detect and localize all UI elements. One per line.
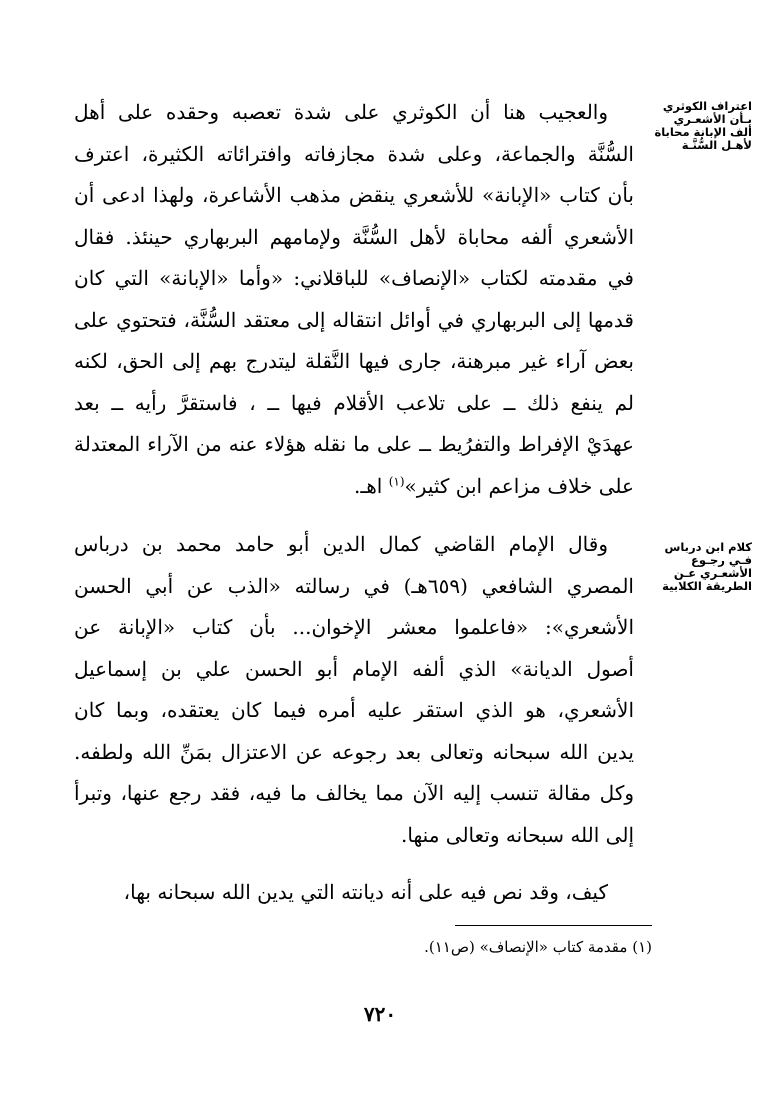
text-line: في مقدمته لكتاب «الإنصاف» للباقلاني: «وأما «الإبانة» التي كان <box>74 266 634 290</box>
text-line: على خلاف مزاعم ابن كثير» <box>404 473 634 498</box>
margin-note-line: الطريقة الكلابية <box>662 579 752 593</box>
paragraph-kawthari <box>74 92 634 507</box>
text-line: كيف، وقد نص فيه على أنه ديانته التي يدين الله سبحانه بها، <box>123 880 608 904</box>
paragraph-kayf <box>74 872 634 914</box>
text-line: بعض آراء غير مبرهنة، جارى فيها النَّقلة ليتدرج بهم إلى الحق، لكنه <box>74 349 634 373</box>
margin-note-line: كلام ابن درباس <box>664 540 752 554</box>
text-line: اهـ. <box>354 473 383 498</box>
text-line: إلى الله سبحانه وتعالى منها. <box>401 822 634 847</box>
footnote-marker: (١) <box>632 938 652 956</box>
paragraph-ibn-darbas <box>74 524 634 856</box>
margin-note-ibn-darbas <box>642 541 752 593</box>
margin-note-line: بـأن الأشعـري <box>673 112 752 126</box>
footnote <box>300 937 652 957</box>
margin-note-line: الأشعـري عـن <box>673 566 752 580</box>
text-line: الأشعري»: «فاعلموا معشر الإخوان... بأن كتاب «الإبانة عن <box>74 615 634 639</box>
text-line: عهدَيْ الإفراط والتفرُيط ــ على ما نقله هؤلاء عنه من الآراء المعتدلة <box>74 432 634 456</box>
margin-note-line: ألف الإبانة محاباة <box>654 125 752 139</box>
margin-note-line: فـي رجـوع <box>690 553 752 567</box>
footnote-reference[interactable]: (١) <box>388 473 405 488</box>
text-line: لم ينفع ذلك ــ على تلاعب الأقلام فيها ــ ، فاستقرَّ رأيه ــ بعد <box>74 390 634 415</box>
footnote-divider <box>455 925 652 926</box>
text-line: يدين الله سبحانه وتعالى بعد رجوعه عن الاعتزال بمَنِّ الله ولطفه. <box>74 739 634 764</box>
text-line: بأن كتاب «الإبانة» للأشعري ينقض مذهب الأشاعرة، ولهذا ادعى أن <box>74 183 634 207</box>
text-line: الأشعري، هو الذي استقر عليه أمره فيما كان يعتقده، وبما كان <box>74 698 634 722</box>
text-line: أصول الديانة» الذي ألفه الإمام أبو الحسن علي بن إسماعيل <box>74 656 634 681</box>
text-line: وقال الإمام القاضي كمال الدين أبو حامد محمد بن درباس <box>74 532 608 556</box>
text-line: السُّنَّة والجماعة، وعلى شدة مجازفاته وافترائاته الكثيرة، اعترف <box>74 141 634 166</box>
text-line: الأشعري ألفه محاباة لأهل السُّنَّة ولإمامهم البربهاري حينئذ. فقال <box>74 224 634 249</box>
margin-note-line: اعتراف الكوثري <box>662 99 752 113</box>
text-line: المصري الشافعي (٦٥٩هـ) في رسالته «الذب عن أبي الحسن <box>74 573 634 598</box>
margin-note-kawthari <box>642 100 752 152</box>
text-line: وكل مقالة تنسب إليه الآن مما يخالف ما فيه، فقد رجع عنها، وتبرأ <box>74 781 634 805</box>
text-line: قدمها إلى البربهاري في أوائل انتقاله إلى معتقد السُّنَّة، فتحتوي على <box>74 307 634 332</box>
footnote-text: مقدمة كتاب «الإنصاف» (ص١١). <box>424 938 628 956</box>
page-number: ٧٢٠ <box>363 1002 397 1026</box>
text-line: والعجيب هنا أن الكوثري على شدة تعصبه وحقده على أهل <box>74 100 608 124</box>
margin-note-line: لأهـل السُّنَّـة <box>681 138 752 152</box>
